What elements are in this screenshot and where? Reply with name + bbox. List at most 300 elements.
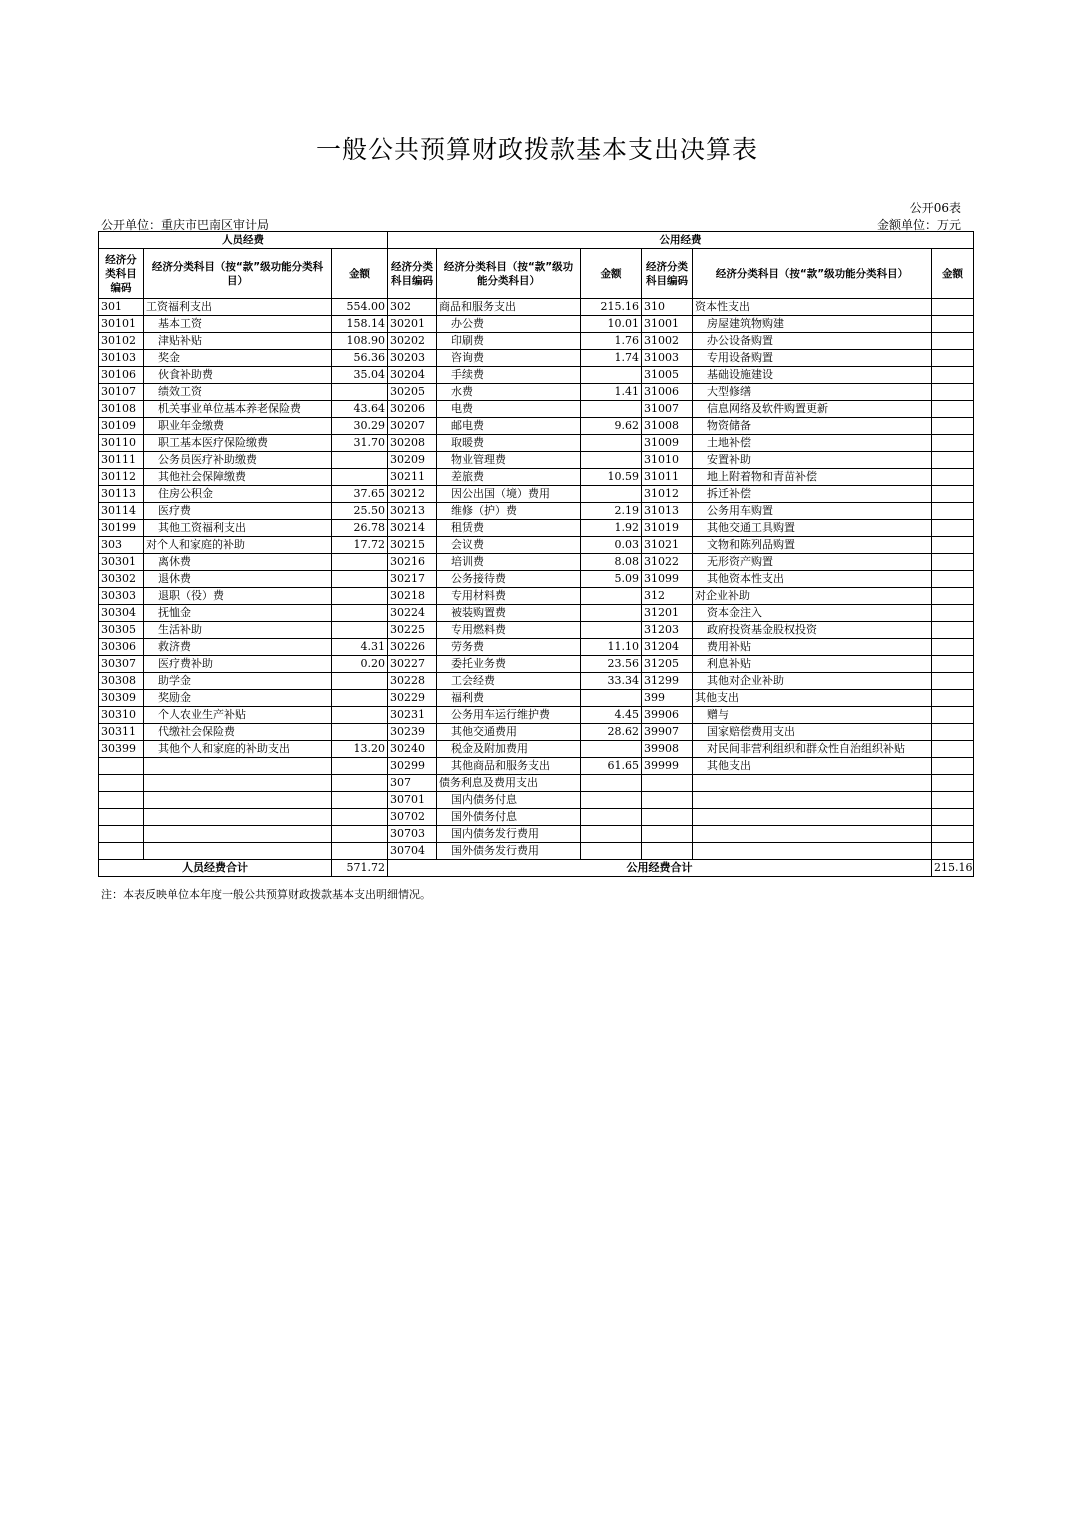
amount-cell [332, 809, 388, 826]
subject-cell [144, 809, 332, 826]
amount-cell: 28.62 [581, 724, 642, 741]
totals-row [99, 860, 974, 877]
code-cell: 30204 [388, 367, 437, 384]
amount-cell: 26.78 [332, 520, 388, 537]
subject-cell: 国外债务付息 [437, 809, 581, 826]
subject-cell: 国内债务付息 [437, 792, 581, 809]
amount-cell [932, 656, 974, 673]
amount-cell [581, 622, 642, 639]
amount-cell [332, 469, 388, 486]
amount-cell: 31.70 [332, 435, 388, 452]
subject-cell: 信息网络及软件购置更新 [693, 401, 932, 418]
code-cell [99, 792, 144, 809]
subject-cell: 其他支出 [693, 690, 932, 707]
amount-cell [332, 554, 388, 571]
code-cell: 30226 [388, 639, 437, 656]
subject-cell: 利息补贴 [693, 656, 932, 673]
subject-cell: 其他个人和家庭的补助支出 [144, 741, 332, 758]
table-row [99, 486, 974, 503]
subject-cell: 公务接待费 [437, 571, 581, 588]
code-cell: 31205 [642, 656, 693, 673]
amount-cell [932, 622, 974, 639]
table-row [99, 843, 974, 860]
subject-cell: 房屋建筑物购建 [693, 316, 932, 333]
subject-cell: 公务用车运行维护费 [437, 707, 581, 724]
table-row [99, 469, 974, 486]
subject-cell: 办公设备购置 [693, 333, 932, 350]
code-cell: 30110 [99, 435, 144, 452]
subject-cell: 大型修缮 [693, 384, 932, 401]
amount-cell [932, 469, 974, 486]
column-header-row [99, 249, 974, 299]
amount-cell [332, 452, 388, 469]
subject-cell: 其他工资福利支出 [144, 520, 332, 537]
amount-cell [932, 707, 974, 724]
code-cell: 30207 [388, 418, 437, 435]
amount-cell: 10.01 [581, 316, 642, 333]
amount-cell [581, 741, 642, 758]
table-row [99, 520, 974, 537]
code-cell: 30302 [99, 571, 144, 588]
code-cell: 30113 [99, 486, 144, 503]
amount-cell: 17.72 [332, 537, 388, 554]
code-cell: 30225 [388, 622, 437, 639]
amount-cell [332, 571, 388, 588]
amount-cell [332, 588, 388, 605]
footnote: 注：本表反映单位本年度一般公共预算财政拨款基本支出明细情况。 [101, 888, 431, 901]
subject-cell: 电费 [437, 401, 581, 418]
code-cell [99, 809, 144, 826]
code-cell: 31203 [642, 622, 693, 639]
amount-cell [932, 401, 974, 418]
table-row [99, 605, 974, 622]
code-cell: 30111 [99, 452, 144, 469]
subject-cell: 其他社会保障缴费 [144, 469, 332, 486]
code-cell: 31022 [642, 554, 693, 571]
amount-cell: 35.04 [332, 367, 388, 384]
subject-cell: 费用补贴 [693, 639, 932, 656]
code-cell: 30701 [388, 792, 437, 809]
subject-cell: 工会经费 [437, 673, 581, 690]
subject-cell: 职工基本医疗保险缴费 [144, 435, 332, 452]
amount-cell [932, 639, 974, 656]
code-cell: 30103 [99, 350, 144, 367]
amount-cell [581, 401, 642, 418]
subject-cell: 救济费 [144, 639, 332, 656]
amount-cell [332, 724, 388, 741]
code-cell: 31008 [642, 418, 693, 435]
subject-cell: 无形资产购置 [693, 554, 932, 571]
subject-cell: 会议费 [437, 537, 581, 554]
amount-cell [932, 758, 974, 775]
amount-cell [932, 554, 974, 571]
amount-cell [332, 758, 388, 775]
subject-cell: 机关事业单位基本养老保险费 [144, 401, 332, 418]
amount-cell: 25.50 [332, 503, 388, 520]
amount-header: 金额 [581, 249, 642, 299]
subject-cell: 工资福利支出 [144, 299, 332, 316]
code-cell: 30201 [388, 316, 437, 333]
code-cell: 301 [99, 299, 144, 316]
amount-cell [932, 333, 974, 350]
subject-cell: 奖金 [144, 350, 332, 367]
code-cell: 30109 [99, 418, 144, 435]
table-row [99, 809, 974, 826]
personnel-total-label: 人员经费合计 [99, 860, 332, 877]
subject-cell [144, 758, 332, 775]
subject-cell [144, 843, 332, 860]
code-cell: 31007 [642, 401, 693, 418]
subject-cell: 其他对企业补助 [693, 673, 932, 690]
amount-cell [581, 809, 642, 826]
subject-cell: 公务用车购置 [693, 503, 932, 520]
subject-cell: 公务员医疗补助缴费 [144, 452, 332, 469]
subject-cell: 政府投资基金股权投资 [693, 622, 932, 639]
amount-cell [581, 435, 642, 452]
code-cell: 399 [642, 690, 693, 707]
amount-cell: 1.92 [581, 520, 642, 537]
subject-cell: 助学金 [144, 673, 332, 690]
public-total-label: 公用经费合计 [388, 860, 932, 877]
amount-cell [581, 826, 642, 843]
table-code: 公开06表 [909, 201, 961, 215]
code-cell: 31013 [642, 503, 693, 520]
code-cell: 30108 [99, 401, 144, 418]
code-cell: 31009 [642, 435, 693, 452]
code-cell [99, 826, 144, 843]
code-cell: 30208 [388, 435, 437, 452]
code-cell: 30304 [99, 605, 144, 622]
amount-cell: 5.09 [581, 571, 642, 588]
code-cell: 307 [388, 775, 437, 792]
subject-cell [144, 826, 332, 843]
code-cell: 39907 [642, 724, 693, 741]
amount-cell [932, 724, 974, 741]
amount-cell: 1.74 [581, 350, 642, 367]
amount-cell [932, 588, 974, 605]
subject-cell: 赠与 [693, 707, 932, 724]
subject-cell: 其他商品和服务支出 [437, 758, 581, 775]
subject-cell: 专用燃料费 [437, 622, 581, 639]
subject-cell [144, 775, 332, 792]
table-row [99, 826, 974, 843]
subject-cell [693, 826, 932, 843]
subject-cell: 其他资本性支出 [693, 571, 932, 588]
amount-cell: 11.10 [581, 639, 642, 656]
amount-header: 金额 [332, 249, 388, 299]
subject-header: 经济分类科目（按“款”级功能分类科目） [144, 249, 332, 299]
amount-cell [332, 775, 388, 792]
code-cell: 39999 [642, 758, 693, 775]
subject-cell: 劳务费 [437, 639, 581, 656]
amount-cell [932, 571, 974, 588]
amount-cell: 43.64 [332, 401, 388, 418]
amount-cell [932, 299, 974, 316]
subject-cell: 物资储备 [693, 418, 932, 435]
code-cell: 30307 [99, 656, 144, 673]
personnel-header: 人员经费 [99, 232, 388, 249]
amount-cell [581, 843, 642, 860]
code-header: 经济分类科目编码 [642, 249, 693, 299]
code-cell [642, 809, 693, 826]
table-row [99, 435, 974, 452]
amount-cell [932, 775, 974, 792]
subject-cell: 对民间非营利组织和群众性自治组织补贴 [693, 741, 932, 758]
amount-cell [932, 384, 974, 401]
reporting-unit: 公开单位：重庆市巴南区审计局 [101, 218, 270, 232]
amount-cell: 1.76 [581, 333, 642, 350]
amount-cell [932, 435, 974, 452]
table-row [99, 656, 974, 673]
table-row [99, 299, 974, 316]
amount-cell: 0.03 [581, 537, 642, 554]
amount-cell [932, 605, 974, 622]
code-cell: 30217 [388, 571, 437, 588]
amount-cell [932, 350, 974, 367]
code-cell: 30702 [388, 809, 437, 826]
subject-cell: 专用设备购置 [693, 350, 932, 367]
personnel-total-amount: 571.72 [332, 860, 388, 877]
code-cell: 30703 [388, 826, 437, 843]
amount-cell [332, 792, 388, 809]
table-row [99, 707, 974, 724]
subject-cell: 国外债务发行费用 [437, 843, 581, 860]
amount-cell: 30.29 [332, 418, 388, 435]
table-body [99, 299, 974, 860]
code-cell: 31099 [642, 571, 693, 588]
amount-cell [932, 316, 974, 333]
amount-cell [581, 690, 642, 707]
table-row [99, 571, 974, 588]
code-cell [99, 758, 144, 775]
amount-cell [581, 588, 642, 605]
code-cell: 30203 [388, 350, 437, 367]
table-row [99, 350, 974, 367]
amount-cell [581, 792, 642, 809]
table-row [99, 792, 974, 809]
subject-cell: 手续费 [437, 367, 581, 384]
subject-cell: 国内债务发行费用 [437, 826, 581, 843]
table-row [99, 418, 974, 435]
table-row [99, 316, 974, 333]
code-cell: 39906 [642, 707, 693, 724]
table-row [99, 724, 974, 741]
subject-cell: 地上附着物和青苗补偿 [693, 469, 932, 486]
subject-cell: 住房公积金 [144, 486, 332, 503]
subject-cell: 对企业补助 [693, 588, 932, 605]
amount-cell [932, 673, 974, 690]
code-cell: 30107 [99, 384, 144, 401]
amount-cell [932, 690, 974, 707]
subject-cell: 水费 [437, 384, 581, 401]
group-header-row [99, 232, 974, 249]
subject-cell: 福利费 [437, 690, 581, 707]
code-cell: 30310 [99, 707, 144, 724]
code-header: 经济分类科目编码 [388, 249, 437, 299]
amount-cell [581, 775, 642, 792]
code-cell [642, 775, 693, 792]
table-row [99, 452, 974, 469]
amount-cell [932, 537, 974, 554]
code-cell: 302 [388, 299, 437, 316]
amount-cell: 108.90 [332, 333, 388, 350]
subject-cell: 基础设施建设 [693, 367, 932, 384]
code-cell: 31011 [642, 469, 693, 486]
subject-cell: 退休费 [144, 571, 332, 588]
public-total-amount: 215.16 [932, 860, 974, 877]
subject-cell: 办公费 [437, 316, 581, 333]
subject-cell: 维修（护）费 [437, 503, 581, 520]
table-row [99, 537, 974, 554]
subject-cell [693, 775, 932, 792]
amount-cell [932, 520, 974, 537]
code-cell: 30228 [388, 673, 437, 690]
amount-cell [932, 367, 974, 384]
subject-cell: 印刷费 [437, 333, 581, 350]
amount-cell [581, 452, 642, 469]
amount-cell: 2.19 [581, 503, 642, 520]
table-row [99, 639, 974, 656]
code-cell: 312 [642, 588, 693, 605]
code-cell: 31001 [642, 316, 693, 333]
amount-cell [932, 452, 974, 469]
amount-cell [932, 826, 974, 843]
subject-cell: 债务利息及费用支出 [437, 775, 581, 792]
amount-cell [332, 843, 388, 860]
table-row [99, 758, 974, 775]
code-cell: 30311 [99, 724, 144, 741]
amount-cell: 554.00 [332, 299, 388, 316]
code-cell: 303 [99, 537, 144, 554]
code-cell: 31003 [642, 350, 693, 367]
subject-cell: 职业年金缴费 [144, 418, 332, 435]
amount-cell [581, 605, 642, 622]
subject-cell: 委托业务费 [437, 656, 581, 673]
table-row [99, 367, 974, 384]
table-row [99, 741, 974, 758]
code-cell: 30301 [99, 554, 144, 571]
subject-cell: 津贴补贴 [144, 333, 332, 350]
subject-cell: 绩效工资 [144, 384, 332, 401]
amount-cell [932, 486, 974, 503]
subject-cell: 资本性支出 [693, 299, 932, 316]
code-cell: 31005 [642, 367, 693, 384]
subject-cell: 资本金注入 [693, 605, 932, 622]
amount-cell: 23.56 [581, 656, 642, 673]
subject-cell: 国家赔偿费用支出 [693, 724, 932, 741]
subject-cell [144, 792, 332, 809]
code-cell: 30239 [388, 724, 437, 741]
code-cell: 30216 [388, 554, 437, 571]
code-cell: 30206 [388, 401, 437, 418]
subject-cell: 专用材料费 [437, 588, 581, 605]
amount-cell [932, 418, 974, 435]
code-cell: 30399 [99, 741, 144, 758]
code-cell: 30309 [99, 690, 144, 707]
amount-cell: 56.36 [332, 350, 388, 367]
amount-cell: 33.34 [581, 673, 642, 690]
subject-cell: 培训费 [437, 554, 581, 571]
subject-cell: 基本工资 [144, 316, 332, 333]
code-cell: 30101 [99, 316, 144, 333]
code-cell: 30114 [99, 503, 144, 520]
code-cell: 30215 [388, 537, 437, 554]
amount-cell [332, 673, 388, 690]
code-cell: 30209 [388, 452, 437, 469]
code-cell: 31006 [642, 384, 693, 401]
code-cell [642, 843, 693, 860]
subject-cell: 离休费 [144, 554, 332, 571]
code-cell: 30240 [388, 741, 437, 758]
table-row [99, 622, 974, 639]
amount-cell: 0.20 [332, 656, 388, 673]
subject-cell: 个人农业生产补贴 [144, 707, 332, 724]
code-cell: 31019 [642, 520, 693, 537]
code-cell [642, 792, 693, 809]
amount-cell: 37.65 [332, 486, 388, 503]
code-cell: 39908 [642, 741, 693, 758]
page-title: 一般公共预算财政拨款基本支出决算表 [315, 135, 758, 164]
subject-cell: 其他交通费用 [437, 724, 581, 741]
code-cell: 310 [642, 299, 693, 316]
subject-cell: 土地补偿 [693, 435, 932, 452]
subject-cell: 取暖费 [437, 435, 581, 452]
subject-cell: 退职（役）费 [144, 588, 332, 605]
table-row [99, 503, 974, 520]
subject-header: 经济分类科目（按“款”级功能分类科目） [437, 249, 581, 299]
code-cell: 31201 [642, 605, 693, 622]
amount-cell: 13.20 [332, 741, 388, 758]
code-cell: 30704 [388, 843, 437, 860]
code-cell: 30227 [388, 656, 437, 673]
table-row [99, 333, 974, 350]
code-cell: 31010 [642, 452, 693, 469]
amount-cell: 61.65 [581, 758, 642, 775]
table-row [99, 384, 974, 401]
table-row [99, 588, 974, 605]
code-cell: 31002 [642, 333, 693, 350]
subject-cell [693, 843, 932, 860]
code-cell: 30202 [388, 333, 437, 350]
subject-cell: 医疗费 [144, 503, 332, 520]
code-cell: 30211 [388, 469, 437, 486]
subject-header: 经济分类科目（按“款”级功能分类科目） [693, 249, 932, 299]
amount-cell [932, 809, 974, 826]
subject-cell: 安置补助 [693, 452, 932, 469]
subject-cell: 生活补助 [144, 622, 332, 639]
subject-cell: 物业管理费 [437, 452, 581, 469]
code-cell: 31021 [642, 537, 693, 554]
amount-cell: 4.31 [332, 639, 388, 656]
amount-cell: 215.16 [581, 299, 642, 316]
amount-cell [932, 792, 974, 809]
subject-cell: 租赁费 [437, 520, 581, 537]
code-cell [99, 843, 144, 860]
amount-cell: 1.41 [581, 384, 642, 401]
code-cell: 30306 [99, 639, 144, 656]
table-row [99, 401, 974, 418]
amount-cell [581, 486, 642, 503]
code-cell: 30218 [388, 588, 437, 605]
amount-cell: 9.62 [581, 418, 642, 435]
code-cell: 30305 [99, 622, 144, 639]
code-cell: 30112 [99, 469, 144, 486]
code-cell: 30205 [388, 384, 437, 401]
code-cell: 30231 [388, 707, 437, 724]
code-cell: 30214 [388, 520, 437, 537]
amount-cell [932, 503, 974, 520]
amount-cell: 10.59 [581, 469, 642, 486]
